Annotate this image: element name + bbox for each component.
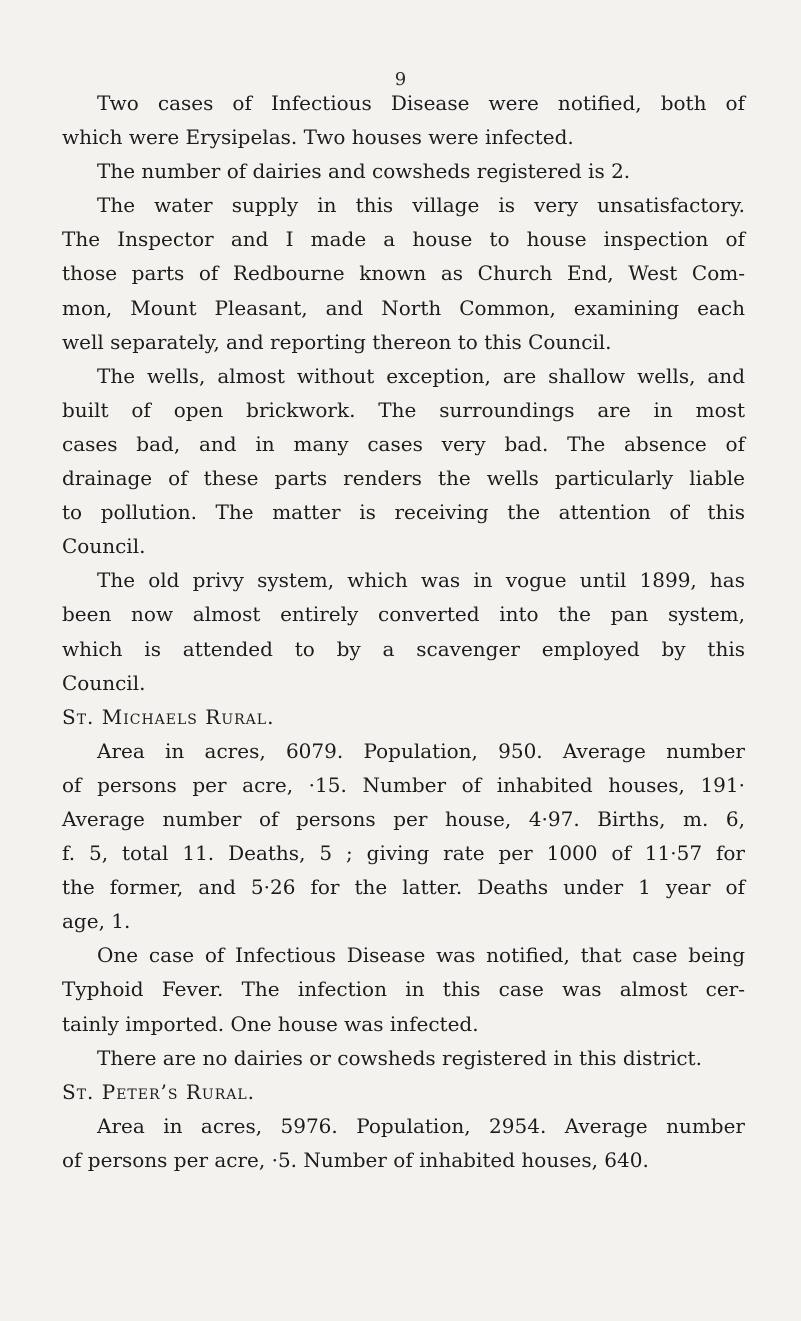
text-line: The Inspector and I made a house to house inspection of	[62, 227, 745, 252]
text-line: the former, and 5·26 for the latter. Deaths under 1 year of	[62, 875, 745, 900]
text-line: to pollution. The matter is receiving the attention of this	[62, 500, 745, 525]
text-line: There are no dairies or cowsheds registered in this district.	[97, 1045, 702, 1070]
section-heading-st-michaels: St. Michaels Rural.	[62, 704, 275, 729]
text-line: been now almost entirely converted into the pan system,	[62, 602, 745, 627]
text-line: built of open brickwork. The surroundings are in most	[62, 397, 745, 422]
text-line: Council.	[62, 534, 146, 559]
text-line: well separately, and reporting thereon to this Council.	[62, 329, 612, 354]
paragraph	[62, 154, 745, 188]
section-heading-st-peters: St. Peter’s Rural.	[62, 1079, 255, 1104]
text-line: age, 1.	[62, 909, 131, 934]
text-line: The number of dairies and cowsheds registered is 2.	[97, 159, 631, 184]
paragraph	[62, 359, 745, 564]
text-line: of persons per acre, ·15. Number of inhabited houses, 191·	[62, 772, 745, 797]
text-line: Average number of persons per house, 4·97. Births, m. 6,	[62, 806, 745, 831]
text-line: mon, Mount Pleasant, and North Common, examining each	[62, 295, 745, 320]
text-line: which were Erysipelas. Two houses were infected.	[62, 125, 574, 150]
paragraph	[62, 938, 745, 1040]
text-line: which is attended to by a scavenger employed by this	[62, 636, 745, 661]
text-line: f. 5, total 11. Deaths, 5 ; giving rate per 1000 of 11·57 for	[62, 841, 745, 866]
text-line: The water supply in this village is very unsatisfactory.	[97, 193, 745, 218]
paragraph	[62, 1041, 745, 1075]
text-line: The wells, almost without exception, are shallow wells, and	[97, 363, 745, 388]
body-text	[62, 86, 745, 1177]
paragraph	[62, 734, 745, 939]
text-line: Council.	[62, 670, 146, 695]
text-line: Area in acres, 6079. Population, 950. Average number	[97, 738, 745, 763]
text-line: those parts of Redbourne known as Church End, West Com-	[62, 261, 745, 286]
text-line: of persons per acre, ·5. Number of inhabited houses, 640.	[62, 1147, 649, 1172]
text-line: Area in acres, 5976. Population, 2954. Average number	[97, 1113, 745, 1138]
paragraph	[62, 86, 745, 154]
text-line: cases bad, and in many cases very bad. The absence of	[62, 431, 745, 456]
text-line: The old privy system, which was in vogue until 1899, has	[97, 568, 745, 593]
text-line: drainage of these parts renders the wells particularly liable	[62, 466, 745, 491]
text-line: tainly imported. One house was infected.	[62, 1011, 479, 1036]
text-line: Typhoid Fever. The infection in this case was almost cer-	[62, 977, 745, 1002]
text-line: One case of Infectious Disease was notified, that case being	[97, 943, 745, 968]
page-number: 9	[394, 69, 407, 90]
paragraph	[62, 1109, 745, 1177]
paragraph	[62, 188, 745, 358]
text-line: Two cases of Infectious Disease were notified, both of	[97, 91, 745, 115]
paragraph	[62, 563, 745, 699]
